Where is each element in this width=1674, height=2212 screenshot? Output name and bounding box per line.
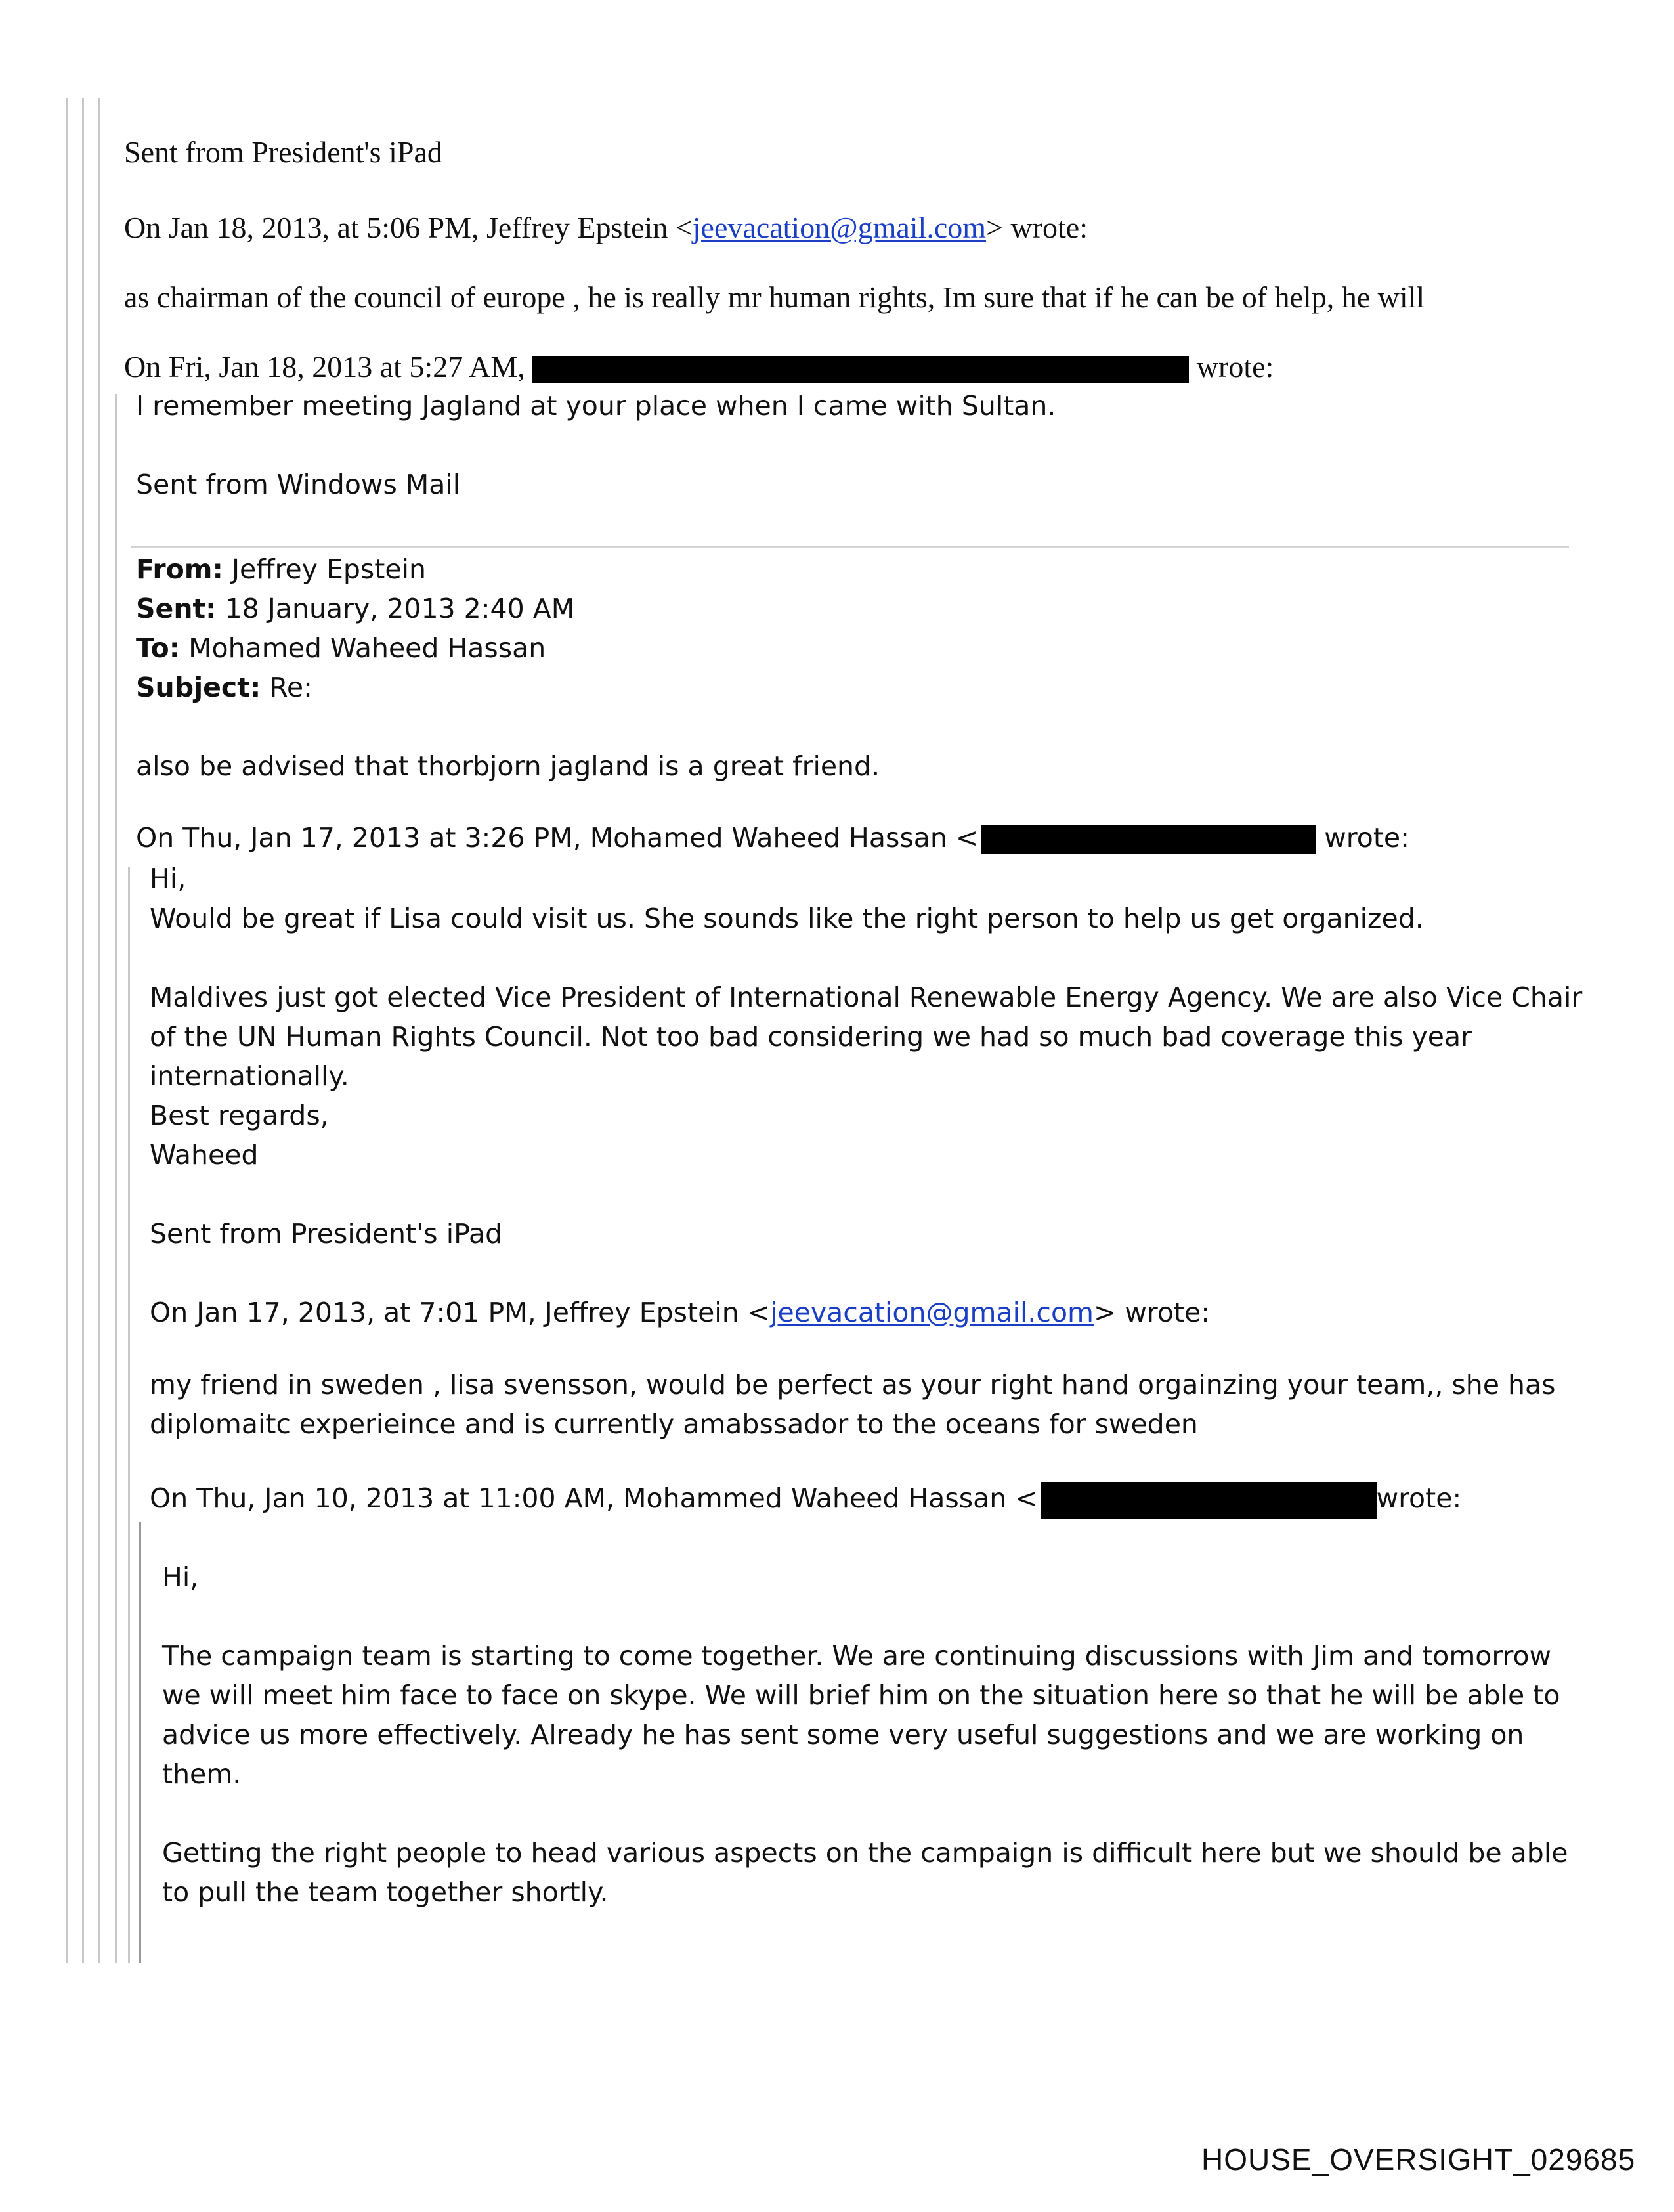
thu-jan10-intro <box>150 1482 1461 1519</box>
header-sent-value: 18 January, 2013 2:40 AM <box>225 593 575 624</box>
redaction-bar <box>981 825 1316 854</box>
header-from-value: Jeffrey Epstein <box>231 553 426 585</box>
thu-jan17-intro <box>136 822 1409 854</box>
quote-bar-level1 <box>115 394 117 1963</box>
maldives-line-2: of the UN Human Rights Council. Not too bad considering we had so much bad coverage this year <box>150 1021 1472 1052</box>
header-sent <box>136 593 574 624</box>
campaign-line-3: advice us more effectively. Already he has sent some very useful suggestions and we are working on <box>162 1719 1524 1750</box>
redaction-bar <box>1041 1482 1377 1519</box>
redaction-bar <box>532 356 1189 383</box>
maldives-line-1: Maldives just got elected Vice President of International Renewable Energy Agency. We are also Vice Chair <box>150 982 1583 1013</box>
best-regards: Best regards, <box>150 1100 329 1131</box>
header-to-label: To: <box>136 632 181 664</box>
chairman-line: as chairman of the council of europe , he is really mr human rights, Im sure that if he can be of help, he will <box>124 280 1425 314</box>
header-subject-value: Re: <box>269 672 312 703</box>
thu-jan10-suffix: wrote: <box>1376 1483 1462 1514</box>
quote-bar-level2 <box>128 867 130 1963</box>
thu-jan17-prefix: On Thu, Jan 17, 2013 at 3:26 PM, Mohamed Waheed Hassan < <box>136 822 979 854</box>
remember-line: I remember meeting Jagland at your place when I came with Sultan. <box>136 390 1056 422</box>
signature-waheed: Waheed <box>150 1139 259 1171</box>
epstein-jan17-intro <box>150 1297 1210 1328</box>
header-from-label: From: <box>136 553 223 585</box>
campaign-line-1: The campaign team is starting to come together. We are continuing discussions with Jim and tomorrow <box>162 1640 1552 1672</box>
fri-jan18-suffix: wrote: <box>1196 350 1274 383</box>
quote-bar-level3 <box>139 1522 141 1963</box>
quote-bar-outer-2 <box>82 98 84 1963</box>
epstein-jan18-intro <box>124 210 1088 245</box>
right-people-line-1: Getting the right people to head various aspects on the campaign is difficult here but we should be able <box>162 1837 1568 1869</box>
maldives-line-3: internationally. <box>150 1060 349 1092</box>
quote-bar-outer-1 <box>66 98 68 1963</box>
bates-number: HOUSE_OVERSIGHT_029685 <box>1201 2142 1636 2177</box>
sent-from-ipad-top: Sent from President's iPad <box>124 135 442 169</box>
header-to-value: Mohamed Waheed Hassan <box>188 632 546 664</box>
epstein-email-link[interactable]: jeevacation@gmail.com <box>692 211 987 244</box>
campaign-line-2: we will meet him face to face on skype. We will brief him on the situation here so that he will be able to <box>162 1680 1560 1711</box>
header-subject <box>136 672 312 703</box>
sent-from-ipad-level2: Sent from President's iPad <box>150 1218 503 1249</box>
header-from <box>136 553 426 585</box>
header-to <box>136 632 546 664</box>
thu-jan17-suffix: wrote: <box>1324 822 1409 854</box>
sweden-line-1: my friend in sweden , lisa svensson, would be perfect as your right hand orgainzing your team,, she has <box>150 1369 1556 1400</box>
sweden-line-2: diplomaitc experieince and is currently amabssador to the oceans for sweden <box>150 1408 1198 1440</box>
lisa-line: Would be great if Lisa could visit us. She sounds like the right person to help us get organized. <box>150 903 1424 934</box>
hi-level3: Hi, <box>162 1561 199 1593</box>
campaign-line-4: them. <box>162 1758 242 1790</box>
epstein-jan18-prefix: On Jan 18, 2013, at 5:06 PM, Jeffrey Epstein < <box>124 211 693 244</box>
epstein-email-link-2[interactable]: jeevacation@gmail.com <box>770 1297 1094 1328</box>
header-sent-label: Sent: <box>136 593 217 624</box>
hi-level2: Hi, <box>150 863 186 894</box>
sent-from-windows-mail: Sent from Windows Mail <box>136 469 461 500</box>
epstein-jan18-suffix: > wrote: <box>986 211 1088 244</box>
epstein-jan17-prefix: On Jan 17, 2013, at 7:01 PM, Jeffrey Epstein < <box>150 1297 771 1328</box>
epstein-jan17-suffix: > wrote: <box>1093 1297 1211 1328</box>
header-separator <box>131 546 1569 548</box>
quote-bar-outer-3 <box>98 98 100 1963</box>
fri-jan18-prefix: On Fri, Jan 18, 2013 at 5:27 AM, <box>124 350 525 383</box>
right-people-line-2: to pull the team together shortly. <box>162 1876 609 1908</box>
header-subject-label: Subject: <box>136 672 261 703</box>
thu-jan10-prefix: On Thu, Jan 10, 2013 at 11:00 AM, Mohammed Waheed Hassan < <box>150 1483 1038 1514</box>
fri-jan18-intro <box>124 349 1274 384</box>
advised-line: also be advised that thorbjorn jagland is a great friend. <box>136 750 880 782</box>
